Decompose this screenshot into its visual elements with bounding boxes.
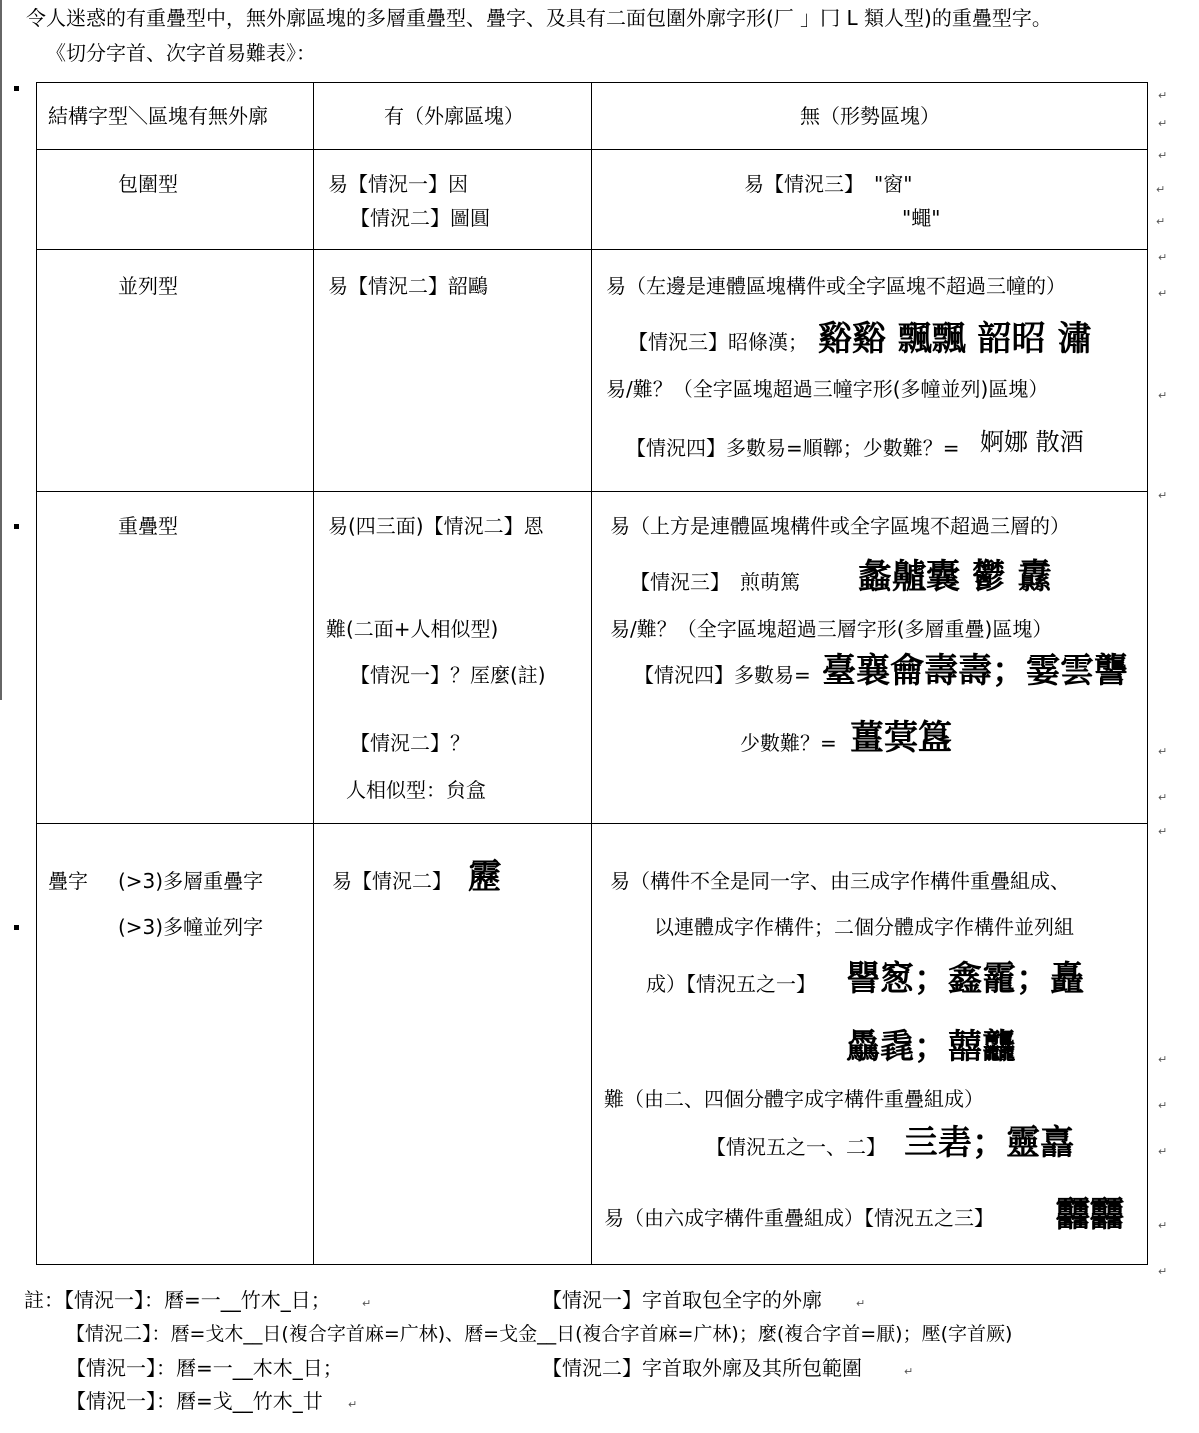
table-rule	[36, 249, 1148, 250]
return-mark: ↵	[1158, 287, 1168, 300]
glyph-sample: 臺襄龠壽壽；霎雲讋	[822, 651, 1128, 691]
return-mark: ↵	[1158, 89, 1168, 102]
cell-text: 成）【情況五之一】	[646, 972, 816, 996]
glyph-sample: 靂	[468, 857, 502, 897]
cell-text: 【情況四】多數易=順鞹；少數難？=	[626, 436, 960, 460]
cell-text: 【情況二】圖圓	[350, 206, 490, 230]
cell-text: 難(二面+人相似型)	[326, 617, 499, 641]
header-structure: 結構字型＼區塊有無外廓	[48, 104, 268, 128]
note-line-3-right: 【情況二】字首取外廓及其所包範圍	[542, 1356, 862, 1380]
return-mark: ↵	[856, 1297, 866, 1310]
row-label-overlap: 重疊型	[118, 514, 178, 538]
cell-text: 【情況二】？	[350, 731, 470, 755]
return-mark: ↵	[1158, 489, 1168, 502]
return-mark: ↵	[1158, 389, 1168, 402]
return-mark: ↵	[362, 1297, 372, 1310]
cell-text: 【情況三】昭條漢；	[628, 330, 808, 354]
cell-text: "蠅"	[902, 206, 941, 230]
glyph-sample: 亖砉；靈譶	[904, 1123, 1074, 1163]
glyph-sample: 驫毳；囍龘	[846, 1027, 1016, 1067]
row-label-enclosure: 包圍型	[118, 172, 178, 196]
note-line-1-right: 【情況一】字首取包全字的外廓	[542, 1288, 822, 1312]
note-line-2: 【情況二】：曆=戈木__日(複合字首麻=广林)、曆=戈金__日(複合字首麻=广林)；麼(複合字首=厭)；壓(字首厥)	[66, 1323, 1013, 1345]
cell-text: 易（由六成字構件重疊組成）【情況五之三】	[604, 1206, 994, 1230]
paragraph-bullet	[14, 925, 19, 930]
header-without-frame: 無（形勢區塊）	[800, 104, 940, 128]
left-page-edge	[0, 0, 2, 700]
return-mark: ↵	[1158, 745, 1168, 758]
cell-text: 難（由二、四個分體字成字構件重疊組成）	[604, 1087, 984, 1111]
cell-text: 【情況四】多數易=	[634, 663, 811, 687]
return-mark: ↵	[1158, 251, 1168, 264]
cell-text: 易【情況二】韶鷗	[328, 274, 488, 298]
cell-text: (>3)多幢並列字	[118, 915, 264, 939]
paragraph-bullet	[14, 524, 19, 529]
glyph-sample: 婀娜 散酒	[980, 428, 1084, 456]
paragraph-bullet	[14, 86, 19, 91]
cell-text: 易（上方是連體區塊構件或全字區塊不超過三層的）	[610, 514, 1070, 538]
table-col-rule	[36, 82, 37, 1264]
cell-text: 易(四三面)【情況二】恩	[328, 514, 544, 538]
return-mark: ↵	[1158, 1145, 1168, 1158]
intro-line-2: 《切分字首、次字首易難表》：	[46, 41, 316, 65]
table-rule-bottom	[36, 1264, 1148, 1265]
return-mark: ↵	[1158, 1099, 1168, 1112]
return-mark: ↵	[1156, 183, 1166, 196]
note-line-1-left: 註：【情況一】：曆=一__竹木_日；	[24, 1288, 331, 1312]
cell-text: 【情況一】？厔麼(註)	[350, 663, 546, 687]
cell-text: 少數難？=	[740, 731, 837, 755]
note-line-3-left: 【情況一】：曆=一__木木_日；	[66, 1356, 343, 1380]
glyph-sample: 譻䆫；鑫靇；矗	[846, 959, 1084, 999]
cell-text: 【情況三】 煎萌篤	[630, 570, 800, 594]
return-mark: ↵	[1158, 791, 1168, 804]
return-mark: ↵	[1156, 215, 1166, 228]
return-mark: ↵	[1158, 1265, 1168, 1278]
glyph-sample: 谿谿 飄飄 韶昭 潚	[818, 319, 1092, 359]
cell-text: (>3)多層重疊字	[118, 869, 264, 893]
glyph-sample: 䨻䨻	[1056, 1195, 1124, 1235]
cell-text: 易（構件不全是同一字、由三成字作構件重疊組成、	[610, 869, 1070, 893]
header-with-frame: 有（外廓區塊）	[384, 104, 524, 128]
table-rule	[36, 823, 1148, 824]
return-mark: ↵	[1158, 117, 1168, 130]
row-label-stacked: 疊字	[48, 869, 88, 893]
cell-text: 易/難？（全字區塊超過三幢字形(多幢並列)區塊）	[606, 377, 1049, 401]
cell-text: 易（左邊是連體區塊構件或全字區塊不超過三幢的）	[606, 274, 1066, 298]
table-rule-top	[36, 82, 1148, 83]
return-mark: ↵	[1158, 1219, 1168, 1232]
return-mark: ↵	[348, 1398, 358, 1411]
glyph-sample: 蠡齇囊 鬱 纛	[858, 557, 1052, 597]
cell-text: 易【情況一】因	[328, 172, 468, 196]
cell-text: 易/難？（全字區塊超過三層字形(多層重疊)區塊）	[610, 617, 1053, 641]
table-col-rule	[313, 82, 314, 1264]
cell-text: 易【情況三】 "窗"	[744, 172, 913, 196]
return-mark: ↵	[1158, 149, 1168, 162]
cell-text: 人相似型：贠盒	[346, 778, 486, 802]
cell-text: 【情況五之一、二】	[706, 1135, 886, 1159]
row-label-parallel: 並列型	[118, 274, 178, 298]
intro-line-1: 令人迷惑的有重疊型中，無外廓區塊的多層重疊型、疊字、及具有二面包圍外廓字形(厂 」冂 L 類人型)的重疊型字。	[26, 6, 1052, 30]
glyph-sample: 薑蓂簋	[850, 718, 952, 758]
table-rule	[36, 491, 1148, 492]
table-col-rule	[1147, 82, 1148, 1264]
note-line-4: 【情況一】：曆=戈__竹木_廿	[66, 1389, 323, 1413]
return-mark: ↵	[1158, 825, 1168, 838]
return-mark: ↵	[904, 1365, 914, 1378]
table-col-rule	[591, 82, 592, 1264]
cell-text: 易【情況二】	[332, 869, 452, 893]
return-mark: ↵	[1158, 1053, 1168, 1066]
cell-text: 以連體成字作構件；二個分體成字作構件並列組	[654, 915, 1074, 939]
table-rule	[36, 149, 1148, 150]
